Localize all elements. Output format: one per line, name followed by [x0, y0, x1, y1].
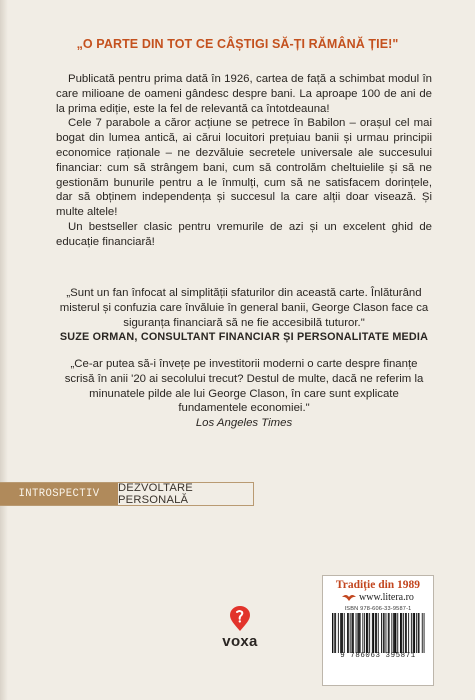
- barcode-bar: [369, 613, 370, 653]
- barcode-bar: [342, 613, 343, 653]
- blurb-paragraph-3: Un bestseller clasic pentru vremurile de azi și un excelent ghid de educație financiară!: [56, 220, 432, 248]
- barcode-bar: [376, 613, 377, 653]
- barcode-bar: [384, 613, 385, 653]
- barcode-bar: [334, 613, 335, 653]
- barcode-bar: [400, 613, 401, 653]
- barcode-bar: [401, 613, 402, 653]
- barcode-bar: [389, 613, 390, 653]
- series-label: INTROSPECTIV: [0, 483, 118, 505]
- barcode-bar: [364, 613, 365, 653]
- barcode-bar: [413, 613, 414, 653]
- category-label: DEZVOLTARE PERSONALĂ: [118, 482, 193, 506]
- litera-bird-icon: [342, 593, 356, 602]
- barcode-bar: [341, 613, 342, 653]
- barcode-bar: [373, 613, 374, 653]
- barcode-bar: [357, 613, 358, 653]
- barcode-bar: [418, 613, 419, 653]
- barcode-bar: [335, 613, 336, 653]
- headline: „O PARTE DIN TOT CE CÂȘTIGI SĂ-ȚI RĂMÂNĂ ȚIE!": [76, 37, 399, 51]
- barcode: [330, 613, 426, 653]
- barcode-bar: [378, 613, 379, 653]
- barcode-bar: [362, 613, 363, 653]
- tradition-label: Tradiție din 1989: [335, 579, 421, 591]
- barcode-bar: [332, 613, 333, 653]
- publisher-name: voxa: [222, 633, 258, 650]
- barcode-bar: [395, 613, 396, 653]
- barcode-bar: [419, 613, 420, 653]
- barcode-bar: [372, 613, 373, 653]
- barcode-digits: 9 786063 395871: [340, 652, 416, 660]
- barcode-bar: [408, 613, 409, 653]
- website-url: www.litera.ro: [359, 592, 414, 603]
- barcode-bar: [356, 613, 357, 653]
- barcode-bar: [340, 613, 341, 653]
- barcode-bar: [406, 613, 407, 653]
- barcode-bar: [375, 613, 376, 653]
- barcode-box: [322, 575, 434, 686]
- barcode-bar: [352, 613, 353, 653]
- publisher-logo: [218, 606, 262, 650]
- barcode-bar: [424, 613, 425, 653]
- category-band: [0, 482, 254, 506]
- blurb-paragraph-1: Publicată pentru prima dată în 1926, cartea de față a schimbat modul în care milioane de oameni gândesc despre bani. La aproape 100 de ani de la prima ediție, este la fel de relevantă ca întotdeauna!: [56, 73, 432, 115]
- barcode-bar: [422, 613, 423, 653]
- barcode-bar: [403, 613, 404, 653]
- barcode-bar: [347, 613, 348, 653]
- barcode-bar: [366, 613, 367, 653]
- barcode-bar: [344, 613, 345, 653]
- barcode-bar: [348, 613, 349, 653]
- quote-text: „Sunt un fan înfocat al simplității sfaturilor din această carte. Înlăturând misterul și confuzia care învăluie în general banii, George Clason face ca siguranța financiară să ne fie accesibilă tuturor.": [59, 287, 429, 329]
- isbn: ISBN 978-606-33-9587-1: [344, 606, 412, 612]
- barcode-bar: [391, 613, 392, 653]
- barcode-bar: [383, 613, 384, 653]
- barcode-bar: [405, 613, 406, 653]
- blurb: [56, 72, 432, 250]
- barcode-bar: [411, 613, 412, 653]
- voxa-logo-icon: [229, 606, 251, 632]
- barcode-bar: [359, 613, 360, 653]
- quote-source: SUZE ORMAN, CONSULTANT FINANCIAR ȘI PERSONALITATE MEDIA: [59, 331, 429, 344]
- barcode-bar: [381, 613, 382, 653]
- barcode-bar: [397, 613, 398, 653]
- website-row: [323, 592, 433, 603]
- spine-shadow: [0, 0, 8, 700]
- barcode-bar: [393, 613, 394, 653]
- barcode-bar: [396, 613, 397, 653]
- blurb-paragraph-2: Cele 7 parabole a căror acțiune se petrece în Babilon – orașul cel mai bogat din lumea antică, ai cărui locuitori prețuiau banii și urmau principii economice raționale – ne dezvăluie secretele universale ale succesului financiar: cum să strângem bani, cum să controlăm cheltuielile și să ne gestionăm bunurile pentru a le înmulți, cum să ne satisfacem dorințele, dar să obținem independența și succesul la care alții doar visează. Și multe altele!: [56, 117, 432, 219]
- barcode-bar: [352, 613, 353, 653]
- quote-los-angeles-times: [56, 357, 432, 431]
- barcode-bar: [358, 613, 359, 653]
- barcode-bar: [388, 613, 389, 653]
- barcode-bar: [416, 613, 417, 653]
- barcode-bar: [350, 613, 351, 653]
- barcode-bar: [414, 613, 415, 653]
- quote-suze-orman: [56, 286, 432, 345]
- quote-source: Los Angeles Times: [195, 417, 293, 430]
- barcode-bar: [386, 613, 387, 653]
- barcode-bar: [338, 613, 339, 653]
- barcode-bar: [367, 613, 368, 653]
- quote-text: „Ce-ar putea să-i învețe pe investitorii moderni o carte despre finanțe scrisă în anii '20 ai secolului trecut? Destul de multe, dacă ne referim la minunatele pilde ale lui George Clason, în care sunt explicate fundamentele economiei.": [64, 358, 424, 415]
